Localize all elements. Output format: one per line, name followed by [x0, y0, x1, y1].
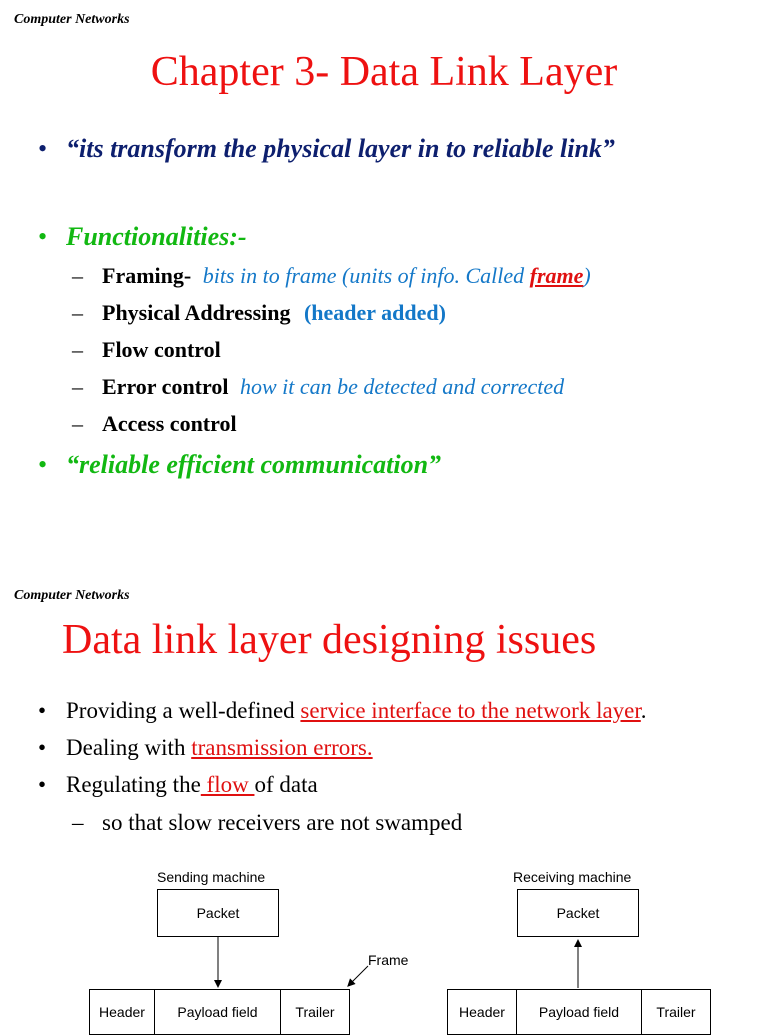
slide-title: Chapter 3- Data Link Layer	[150, 49, 618, 95]
bullet-errors: • Dealing with transmission errors.	[38, 735, 373, 760]
send-trailer-box: Trailer	[280, 989, 350, 1035]
quote-text: “its transform the physical layer in to reliable link”	[66, 134, 615, 163]
recv-payload-box: Payload field	[516, 989, 642, 1035]
frame-label: Frame	[368, 952, 409, 968]
frame-pointer-arrow	[350, 966, 368, 984]
sub-item-label: Framing-	[102, 263, 192, 288]
framing-note: bits in to frame (units of info. Called frame)	[202, 263, 591, 288]
dash: –	[72, 337, 83, 362]
functionalities-heading: Functionalities:-	[66, 222, 247, 251]
recv-header-box: Header	[447, 989, 517, 1035]
closing-text: “reliable efficient communication”	[66, 450, 442, 479]
error-note: how it can be detected and corrected	[239, 374, 565, 399]
sub-item-label: Flow control	[102, 337, 221, 362]
addressing-note: (header added)	[303, 300, 446, 325]
transmission-errors-link[interactable]: transmission errors.	[191, 735, 373, 760]
course-label: Computer Networks	[14, 12, 130, 27]
dash: –	[72, 300, 83, 325]
bullet-dot: •	[38, 222, 48, 251]
send-payload-box: Payload field	[154, 989, 281, 1035]
course-label-2: Computer Networks	[14, 588, 130, 603]
sending-machine-label: Sending machine	[157, 869, 266, 885]
flow-link[interactable]: flow	[200, 772, 255, 797]
bullet-service: • Providing a well-defined service interface to the network layer.	[38, 698, 647, 723]
dash: –	[72, 374, 83, 399]
bullet-dot: •	[38, 698, 47, 723]
dash: –	[72, 810, 84, 835]
frame-link[interactable]: frame	[529, 263, 584, 288]
bullet-dot: •	[38, 735, 47, 760]
bullet-dot: •	[38, 772, 47, 797]
sub-item-label: Physical Addressing	[102, 300, 291, 325]
bullet-dot: •	[38, 450, 48, 479]
slide2-title: Data link layer designing issues	[62, 617, 597, 663]
sub-bullet-swamped: – so that slow receivers are not swamped	[72, 810, 463, 835]
recv-trailer-box: Trailer	[641, 989, 711, 1035]
sub-item-label: Error control	[102, 374, 229, 399]
bullet-flow: • Regulating the flow of data	[38, 772, 318, 797]
receiving-machine-label: Receiving machine	[513, 869, 632, 885]
dash: –	[72, 411, 83, 436]
service-interface-link[interactable]: service interface to the network layer	[300, 698, 641, 723]
send-header-box: Header	[89, 989, 155, 1035]
sub-item-label: Access control	[102, 411, 237, 436]
receiving-packet-box: Packet	[517, 889, 639, 937]
bullet-dot: •	[38, 134, 48, 163]
dash: –	[72, 263, 83, 288]
sending-packet-box: Packet	[157, 889, 279, 937]
